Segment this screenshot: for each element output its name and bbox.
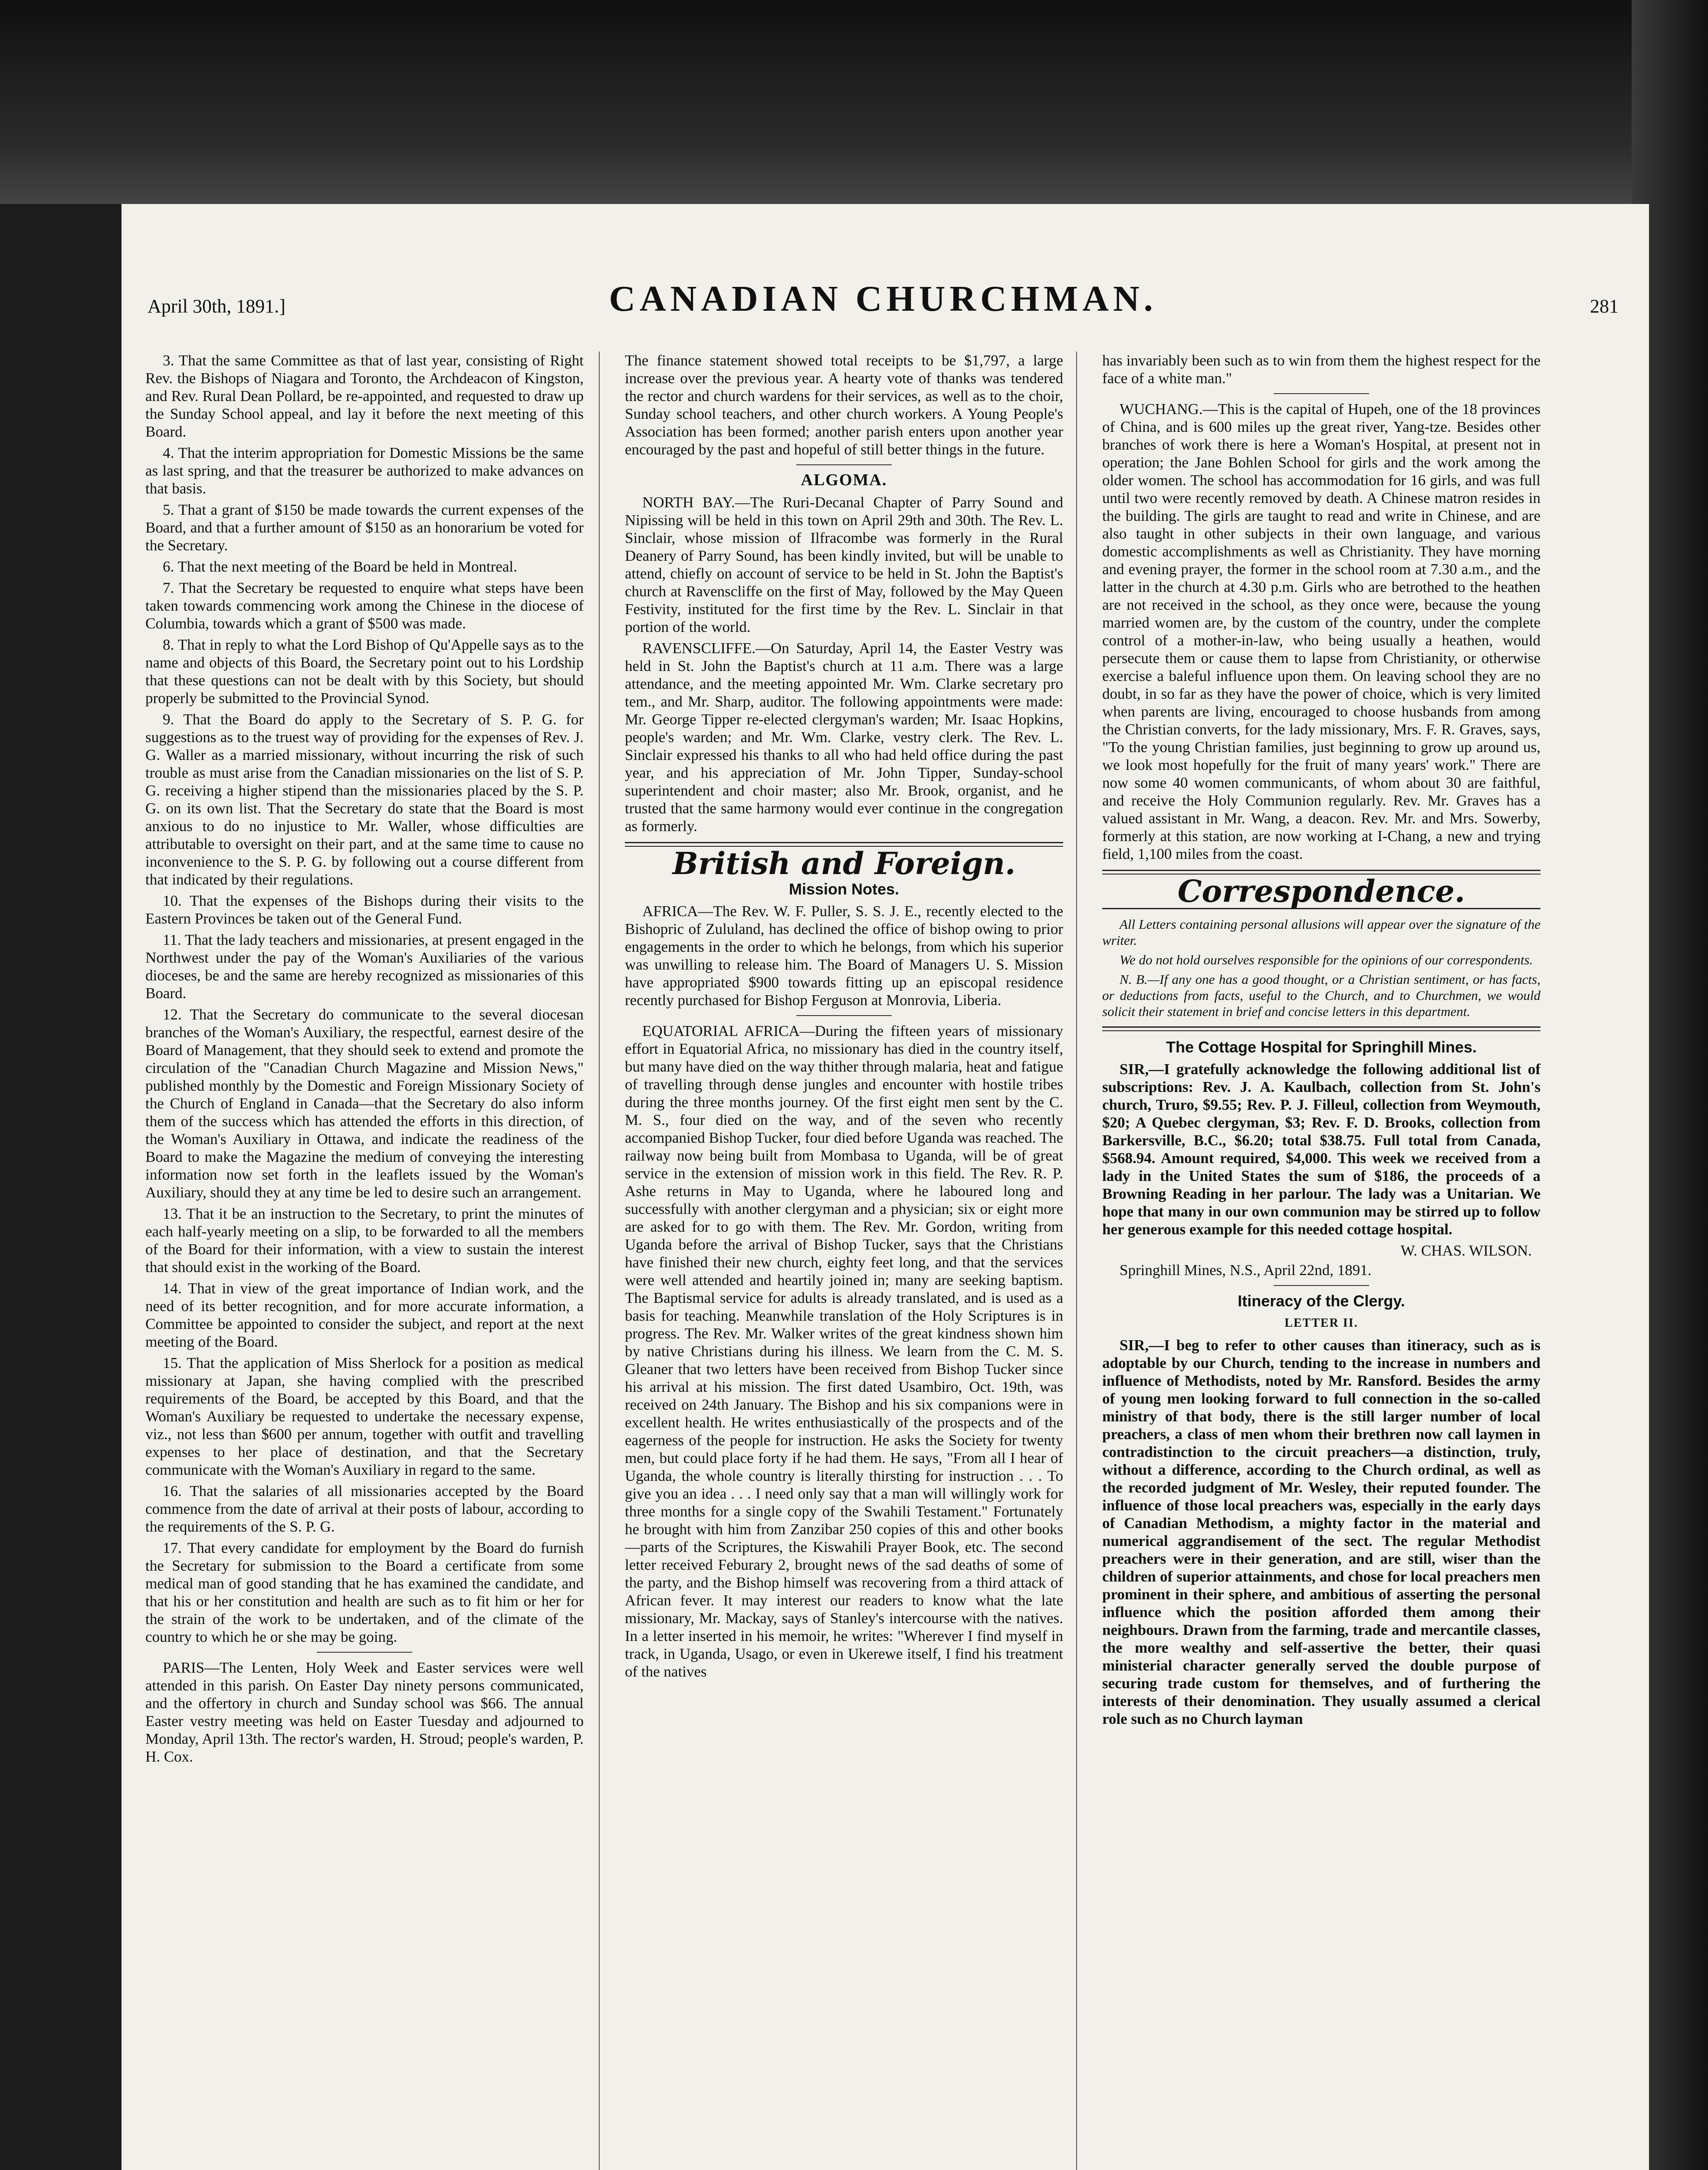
ravenscliffe-report: RAVENSCLIFFE.—On Saturday, April 14, the Easter Vestry was held in St. John the Baptist's church at 11 a.m. There was a large attendance, and the meeting appointed Mr. Wm. Clarke secretary pro tem., and Mr. Sharp, auditor. The following appointments were made: Mr. George Tipper re-elected clergyman's warden; Mr. Isaac Hopkins, people's warden; and Mr. Wm. Clarke, vestry clerk. The Rev. L. Sinclair expressed his thanks to all who had held office during the past year, and his appreciation of Mr. John Tipper, Sunday-school superintendent and choir master; also Mr. Brook, organist, and he trusted that the same harmony would ever continue in the congregation as formerly.: [625, 640, 1063, 835]
divider: [1274, 1285, 1369, 1286]
resolution-10: 10. That the expenses of the Bishops during their visits to the Eastern Provinces be taken out of the General Fund.: [145, 892, 584, 927]
letter-signature: W. CHAS. WILSON.: [1400, 1242, 1532, 1259]
editorial-note: All Letters containing personal allusions will appear over the signature of the writer.: [1102, 917, 1540, 948]
newspaper-page: [122, 204, 1649, 2170]
section-rule: [1102, 1026, 1540, 1031]
editorial-note: We do not hold ourselves responsible for the opinions of our correspondents.: [1120, 952, 1533, 967]
resolution-6: 6. That the next meeting of the Board be held in Montreal.: [163, 558, 517, 575]
column-2: [625, 352, 1063, 2170]
column-3: [1102, 352, 1540, 2170]
mackay-quote-continued: has invariably been such as to win from them the highest respect for the face of a white man.": [1102, 352, 1540, 387]
column-rule: [1076, 352, 1077, 2170]
divider: [796, 1015, 892, 1016]
resolution-9: 9. That the Board do apply to the Secretary of S. P. G. for suggestions as to the truest way of providing for the expenses of Rev. J. G. Waller as a married missionary, without incurring the risk of such trouble as must arise from the Canadian missionaries on the list of S. P. G. receiving a higher stipend than the missionaries placed by the S. P. G. on its own list. That the Secretary do state that the Board is most anxious to do no injustice to Mr. Waller, whose difficulties are attributable to oversight on their part, and at the same time to cause no inconvenience to the S. P. G. by following out a course different from that indicated by their regulations.: [145, 711, 584, 888]
divider: [796, 464, 892, 465]
divider: [1274, 393, 1369, 394]
cottage-hospital-letter: SIR,—I gratefully acknowledge the following additional list of subscriptions: Rev. J. A. Kaulbach, collection from St. John's church, Truro, $9.55; Rev. P. J. Filleul, collection from Weymouth, $20; A Quebec clergyman, $3; Rev. F. D. Brooks, collection from Barkersville, B.C., $6.20; total $38.75. Full total from Canada, $568.94. Amount required, $4,000. This week we received from a lady in the United States the sum of $186, the proceeds of a Browning Reading in her parlour. The lady was a Unitarian. We hope that many in our own communion may be stirred up to follow her generous example for this needed cottage hospital.: [1102, 1061, 1540, 1238]
wuchang-note: WUCHANG.—This is the capital of Hupeh, one of the 18 provinces of China, and is 600 miles up the great river, Yang-tze. Besides other branches of work there is here a Woman's Hospital, at present not in operation; the Jane Bohlen School for girls and the work among the older women. The school has accommodation for 16 girls, and was full until two were recently removed by death. A Chinese matron resides in the building. The girls are taught to read and write in Chinese, and are also taught in other subjects in their own language, and various domestic accomplishments as well as Christianity. They have morning and evening prayer, the former in the school room at 7.30 a.m., and the latter in the church at 4.30 p.m. Girls who are betrothed to the heathen are not received in the school, as they once were, because the young married women are, by the custom of the country, under the complete control of a mother-in-law, who being usually a heathen, would persecute them or cause them to lapse from Christianity, or otherwise exercise a baleful influence upon them. On leaving school they are no doubt, in so far as they have the power of choice, which is very limited when parents are living, encouraged to choose husbands from among the Christian converts, for the lady missionary, Mrs. F. R. Graves, says, "To the young Christian families, just beginning to grow up around us, we look most hopefully for the fruit of many years' work." There are now some 40 women communicants, of whom about 30 are faithful, and receive the Holy Communion regularly. Rev. Mr. Graves has a valued assistant in Mr. Wang, a deacon. Rev. Mr. and Mrs. Sowerby, formerly at this station, are now working at I-Chang, a new and trying field, 1,100 miles from the coast.: [1102, 401, 1540, 862]
british-foreign-heading: British and Foreign.: [672, 845, 1016, 881]
page-header: [148, 278, 1619, 330]
resolution-12: 12. That the Secretary do communicate to the several diocesan branches of the Woman's Auxiliary, the respectful, earnest desire of the Board of Management, that they should seek to extend and promote the circulation of the "Canadian Church Magazine and Mission News," published monthly by the Domestic and Foreign Missionary Society of the Church of England in Canada—that the Secretary do also inform them of the success which has attended the efforts in this direction, of the Woman's Auxiliary in Ottawa, and indicate the readiness of the Board to make the Magazine the medium of conveying the interesting information now set forth in the leaflets issued by the Woman's Auxiliary, should they at any time be led to desire such an arrangement.: [145, 1006, 584, 1201]
itineracy-letter: SIR,—I beg to refer to other causes than itineracy, such as is adoptable by our Church, tending to the increase in numbers and influence of Methodists, noted by Mr. Ransford. Besides the army of young men looking forward to full connection in the so-called ministry of that body, there is the still larger number of local preachers, a class of men whom their brethren now call laymen in contradistinction to the circuit preachers—a distinction, truly, without a difference, according to the Church ordinal, as well as the recorded judgment of Mr. Wesley, their reputed founder. The influence of those local preachers was, especially in the early days of Canadian Methodism, a mighty factor in the material and numerical aggrandisement of the sect. The regular Methodist preachers were in their generation, and are still, wiser than the children of superior attainments, and chose for local preachers men prominent in their sphere, and ambitious of asserting the personal influence which the position afforded them among their neighbours. Drawn from the farming, trade and mercantile classes, the more wealthy and self-assertive the better, their quasi ministerial character generally served the double purpose of securing trade custom for themselves, and of furthering the interests of their denomination. They usually assumed a clerical role such as no Church layman: [1102, 1337, 1540, 1727]
editorial-note: N. B.—If any one has a good thought, or a Christian sentiment, or has facts, or deductions from facts, useful to the Church, and to Churchmen, we would solicit their statement in brief and concise letters in this department.: [1102, 972, 1540, 1019]
finance-report: The finance statement showed total receipts to be $1,797, a large increase over the previous year. A hearty vote of thanks was tendered the rector and church wardens for their services, as well as to the choir, Sunday school teachers, and other church workers. A Young People's Association has been formed; another parish enters upon another year encouraged by the past and hopeful of still better things in the future.: [625, 352, 1063, 458]
resolution-3: 3. That the same Committee as that of last year, consisting of Right Rev. the Bishops of Niagara and Toronto, the Archdeacon of Kingston, and Rev. Rural Dean Pollard, be re-appointed, and requested to draw up the Sunday School appeal, and lay it before the next meeting of this Board.: [145, 352, 584, 440]
resolution-8: 8. That in reply to what the Lord Bishop of Qu'Appelle says as to the name and objects of this Board, the Secretary point out to his Lordship that these questions can not be dealt with by this Society, but should properly be submitted to the Provincial Synod.: [145, 636, 584, 707]
scan-border-top: [0, 0, 1708, 204]
north-bay-report: NORTH BAY.—The Ruri-Decanal Chapter of Parry Sound and Nipissing will be held in this town on April 29th and 30th. The Rev. L. Sinclair, whose mission of Ilfracombe was formerly in the Rural Deanery of Parry Sound, has been kindly invited, but will be unable to attend, chiefly on account of service to be held in St. John the Baptist's church at Ravenscliffe on the first of May, followed by the May Queen Festivity, instituted for the first time by the Rev. L. Sinclair in that portion of the world.: [625, 494, 1063, 635]
cottage-hospital-heading: The Cottage Hospital for Springhill Mines.: [1166, 1038, 1477, 1056]
africa-note: AFRICA—The Rev. W. F. Puller, S. S. J. E., recently elected to the Bishopric of Zululand, has declined the office of bishop owing to prior engagements in the order to which he belongs, from which his superior was unwilling to release him. The Board of Managers U. S. Mission have appropriated $900 towards fitting up an episcopal residence recently purchased for Bishop Ferguson at Monrovia, Liberia.: [625, 903, 1063, 1009]
correspondence-heading: Correspondence.: [1177, 873, 1465, 909]
resolution-15: 15. That the application of Miss Sherlock for a position as medical missionary at Japan, she having complied with the prescribed requirements of the Board, be accepted by this Board, and that the Woman's Auxiliary be requested to undertake the necessary expense, viz., not less than $600 per annum, together with outfit and travelling expenses to her place of destination, and that the Secretary communicate with the Woman's Auxiliary in regard to the same.: [145, 1355, 584, 1478]
resolution-11: 11. That the lady teachers and missionaries, at present engaged in the Northwest under the pay of the Woman's Auxiliaries of the various dioceses, be and the same are hereby recognized as missionaries of this Board.: [145, 931, 584, 1002]
algoma-heading: ALGOMA.: [801, 471, 887, 489]
resolution-5: 5. That a grant of $150 be made towards the current expenses of the Board, and that a further amount of $150 as an honorarium be voted for the Secretary.: [145, 501, 584, 554]
page-number: 281: [1590, 296, 1619, 317]
resolution-7: 7. That the Secretary be requested to enquire what steps have been taken towards commencing work among the Chinese in the diocese of Columbia, towards which a grant of $500 was made.: [145, 579, 584, 632]
equatorial-africa-note: EQUATORIAL AFRICA—During the fifteen years of missionary effort in Equatorial Africa, no missionary has died in the country itself, but many have died on the way thither through malaria, heat and fatigue of travelling through dense jungles and encounter with hostile tribes during the three months journey. Of the first eight men sent by the C. M. S., four died on the way, and of the seven who recently accompanied Bishop Tucker, four died before Uganda was reached. The railway now being built from Mombasa to Uganda, will be of great service in the extension of mission work in this field. The Rev. R. P. Ashe returns in May to Uganda, where he laboured long and successfully with another clergyman and a physician; six or eight more are asked for to go with them. The Rev. Mr. Gordon, writing from Uganda before the arrival of Bishop Tucker, says that the Christians have finished their new church, eighty feet long, and that the services were well attended and heartily joined in; many are seeking baptism. The Baptismal service for adults is already translated, and is used as a basis for teaching. Meanwhile translation of the Holy Scriptures is in progress. The Rev. Mr. Walker writes of the great kindness shown him by native Christians during his illness. We learn from the C. M. S. Gleaner that two letters have been received from Bishop Tucker since his arrival at his mission. The first dated Usambiro, Oct. 19th, was received on 24th January. The Bishop and his six companions were in excellent health. He writes enthusiastically of the prospects and of the eagerness of the people for instruction. He asks the Society for twenty men, but could place forty if he had them. He says, "From all I hear of Uganda, the whole country is literally thirsting for instruction . . . To give you an idea . . . I need only say that a man will willingly work for three months for a single copy of the Swahili Testament." Fortunately he brought with him from Zanzibar 250 copies of this and other books—parts of the Scriptures, the Kiswahili Prayer Book, etc. The second letter received Feburary 2, brought news of the sad deaths of some of the party, and the Bishop himself was recovering from a third attack of African fever. It may interest our readers to know what the late missionary, Mr. Mackay, says of Stanley's intercourse with the natives. In a letter inserted in his memoir, he writes: "Wherever I find myself in track, in Uganda, Usago, or even in Ukerewe itself, I find his treatment of the natives: [625, 1023, 1063, 1680]
resolution-13: 13. That it be an instruction to the Secretary, to print the minutes of each half-yearly meeting on a slip, to be forwarded to all the members of the Board for their information, with a view to sustain the interest that should exist in the working of the Board.: [145, 1205, 584, 1276]
resolution-14: 14. That in view of the great importance of Indian work, and the need of its better recognition, and for more accurate information, a Committee be appointed to consider the subject, and report at the next meeting of the Board.: [145, 1280, 584, 1350]
paris-report: PARIS—The Lenten, Holy Week and Easter services were well attended in this parish. On Easter Day ninety persons communicated, and the offertory in church and Sunday school was $66. The annual Easter vestry meeting was held on Easter Tuesday and adjourned to Monday, April 13th. The rector's warden, H. Stroud; people's warden, P. H. Cox.: [145, 1659, 584, 1765]
resolution-17: 17. That every candidate for employment by the Board do furnish the Secretary for submission to the Board a certificate from some medical man of good standing that he has examined the candidate, and that his or her constitution and health are such as to fit him or her for the strain of the work to be undertaken, and of the climate of the country to which he or she may be going.: [145, 1539, 584, 1645]
resolution-4: 4. That the interim appropriation for Domestic Missions be the same as last spring, and that the treasurer be authorized to make advances on that basis.: [145, 444, 584, 497]
column-rule: [599, 352, 600, 2170]
letter-place-date: Springhill Mines, N.S., April 22nd, 1891.: [1120, 1262, 1372, 1279]
issue-date: April 30th, 1891.]: [148, 296, 286, 317]
letter-number: LETTER II.: [1284, 1316, 1358, 1330]
column-1: [145, 352, 584, 2170]
divider: [317, 1652, 412, 1653]
mission-notes-heading: Mission Notes.: [788, 880, 900, 898]
resolution-16: 16. That the salaries of all missionaries accepted by the Board commence from the date of arrival at their posts of labour, according to the requirements of the S. P. G.: [145, 1483, 584, 1535]
masthead-title: CANADIAN CHURCHMAN.: [609, 279, 1157, 319]
itineracy-heading: Itineracy of the Clergy.: [1238, 1292, 1405, 1310]
